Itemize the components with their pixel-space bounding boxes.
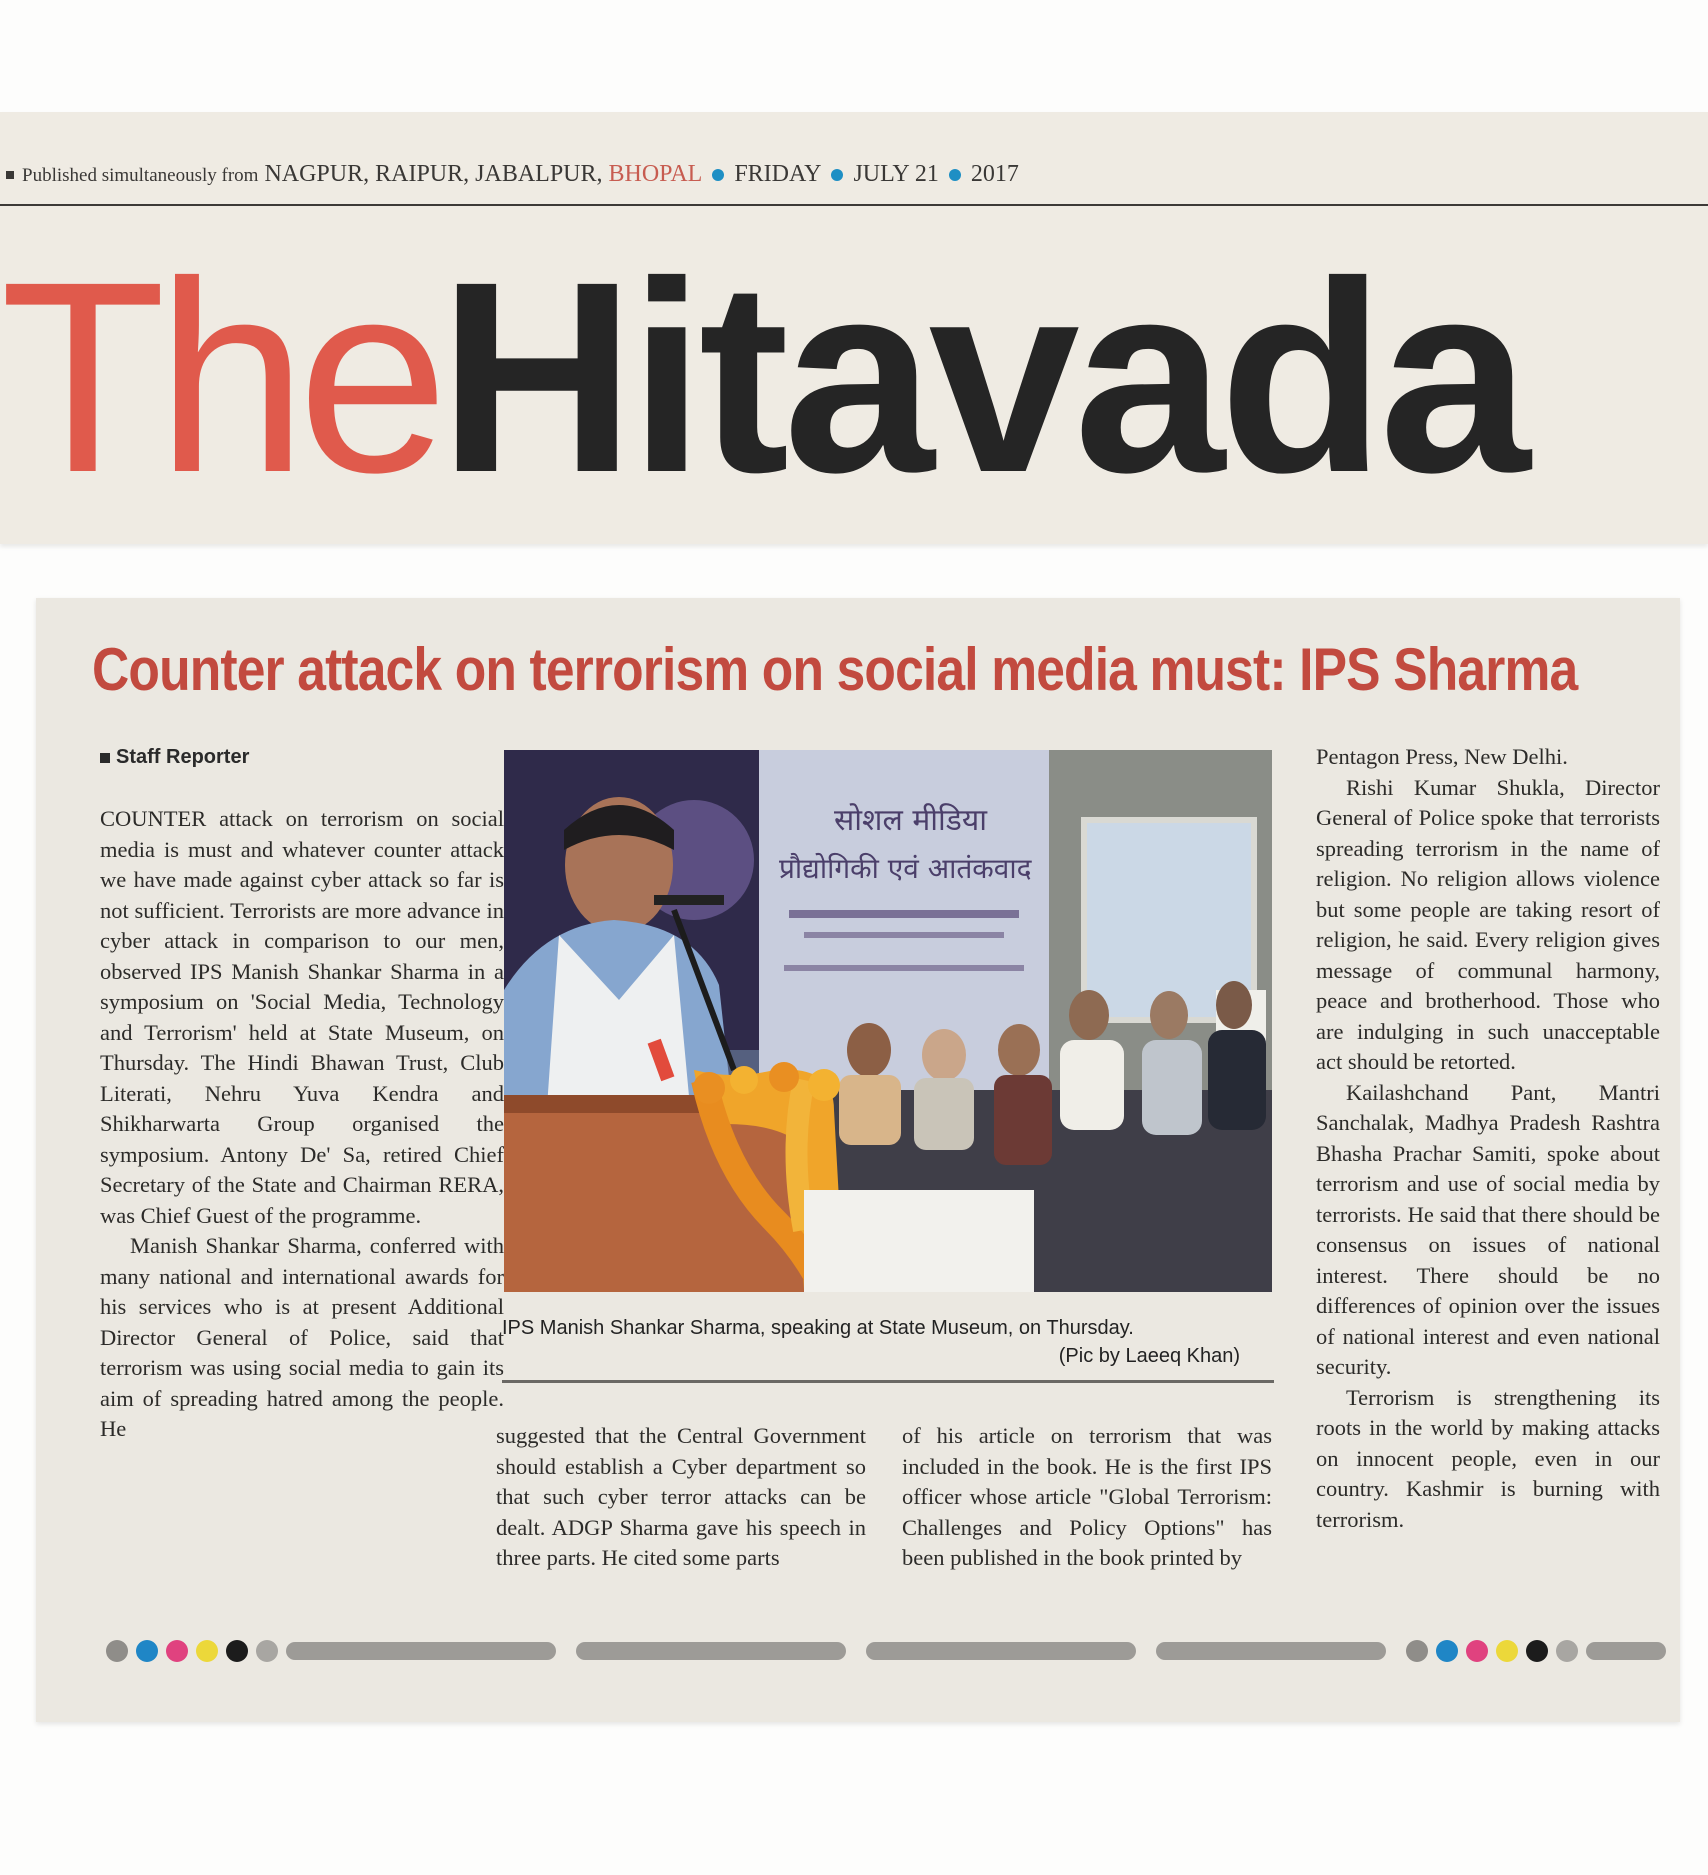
paragraph: Kailashchand Pant, Mantri Sanchalak, Madhya Pradesh Rashtra Bhasha Prachar Samiti, spoke about terrorism and use of social media by terrorists. He said that there should be consensus on issues of national interest. There should be no differences of opinion over the issues of national interest and even national security. (1316, 1079, 1660, 1379)
paragraph: Rishi Kumar Shukla, Director General of Police spoke that terrorists spreading terrorism in the name of religion. No religion allows violence but some people are taking resort of religion, he said. Every religion gives message of communal harmony, peace and brotherhood. Those who are indulging in such unacceptable act should be retorted. (1316, 774, 1660, 1074)
dateline-highlight-city: BHOPAL (608, 161, 703, 187)
dateline-cities: NAGPUR, RAIPUR, JABALPUR, (264, 161, 603, 187)
dateline-date: JULY 21 (853, 161, 939, 187)
registration-dot (1496, 1640, 1518, 1662)
registration-dot (106, 1640, 128, 1662)
registration-dot (1406, 1640, 1428, 1662)
dateline-day: FRIDAY (734, 161, 822, 187)
registration-dot (136, 1640, 158, 1662)
article-column-right (1316, 742, 1660, 1606)
masthead-clipping (0, 112, 1708, 544)
registration-dot (166, 1640, 188, 1662)
paragraph: COUNTER attack on terrorism on social media is must and whatever counter attack we have made against cyber attack so far is not sufficient. Terrorists are more advance in cyber attack in comparison to our men, observed IPS Manish Shankar Sharma in a symposium on 'Social Media, Technology and Terrorism' held at State Museum, on Thursday. The Hindi Bhawan Trust, Club Literati, Nehru Yuva Kendra and Shikharwarta Group organised the symposium. Antony De' Sa, retired Chief Secretary of the State and Chairman RERA, was Chief Guest of the programme. (100, 806, 504, 1228)
bullet-dot-icon (712, 169, 724, 181)
paragraph: Manish Shankar Sharma, conferred with many national and international awards for his services who is at present Additional Director General of Police, said that terrorism was using social media to gain its aim of spreading hatred among the people. He (100, 1233, 504, 1441)
newspaper-title (0, 225, 1708, 529)
registration-bar (1586, 1642, 1666, 1660)
paragraph: Pentagon Press, New Delhi. (1316, 744, 1568, 769)
banner-line-1: सोशल मीडिया (834, 803, 988, 838)
registration-dot (1556, 1640, 1578, 1662)
dateline-year: 2017 (970, 161, 1019, 187)
article-headline: Counter attack on terrorism on social media must: IPS Sharma (92, 636, 1578, 703)
article-clipping (36, 598, 1680, 1722)
bullet-dot-icon (949, 169, 961, 181)
article-column-3 (902, 1421, 1272, 1601)
published-prefix: Published simultaneously from (22, 165, 259, 186)
bullet-square-icon (6, 171, 14, 179)
article-column-1 (100, 804, 504, 1600)
title-the: The (0, 225, 439, 529)
dateline (6, 154, 1706, 194)
caption-rule (502, 1380, 1274, 1383)
byline-text: Staff Reporter (116, 746, 250, 768)
registration-bar (866, 1642, 1136, 1660)
registration-dot (1466, 1640, 1488, 1662)
caption-text: IPS Manish Shankar Sharma, speaking at State Museum, on Thursday. (502, 1317, 1134, 1339)
article-photo (504, 750, 1272, 1292)
masthead-rule (0, 204, 1708, 206)
byline (100, 746, 400, 774)
registration-dot (196, 1640, 218, 1662)
paragraph: Terrorism is strengthening its roots in the world by making attacks on innocent people, even in our country. Kashmir is burning with terrorism. (1316, 1384, 1660, 1532)
registration-bar (286, 1642, 556, 1660)
registration-dot (1526, 1640, 1548, 1662)
title-name: Hitavada (438, 225, 1525, 529)
event-photo-illustration (504, 750, 1272, 1292)
print-registration-marks (106, 1636, 1674, 1664)
paragraph: suggested that the Central Government should establish a Cyber department so that such cyber terror attacks can be dealt. ADGP Sharma gave his speech in three parts. He cited some parts (496, 1423, 866, 1570)
registration-bar (1156, 1642, 1386, 1660)
registration-dot (1436, 1640, 1458, 1662)
bullet-dot-icon (831, 169, 843, 181)
registration-dot (256, 1640, 278, 1662)
registration-bar (576, 1642, 846, 1660)
registration-dot (226, 1640, 248, 1662)
photo-caption (502, 1314, 1272, 1374)
banner-line-2: प्रौद्योगिकी एवं आतंकवाद (779, 852, 1032, 885)
paragraph: of his article on terrorism that was included in the book. He is the first IPS officer whose article "Global Terrorism: Challenges and Policy Options" has been published in the book printed by (902, 1423, 1272, 1570)
article-column-2 (496, 1421, 866, 1601)
bullet-square-icon (100, 753, 110, 763)
photo-credit: (Pic by Laeeq Khan) (1058, 1345, 1240, 1367)
